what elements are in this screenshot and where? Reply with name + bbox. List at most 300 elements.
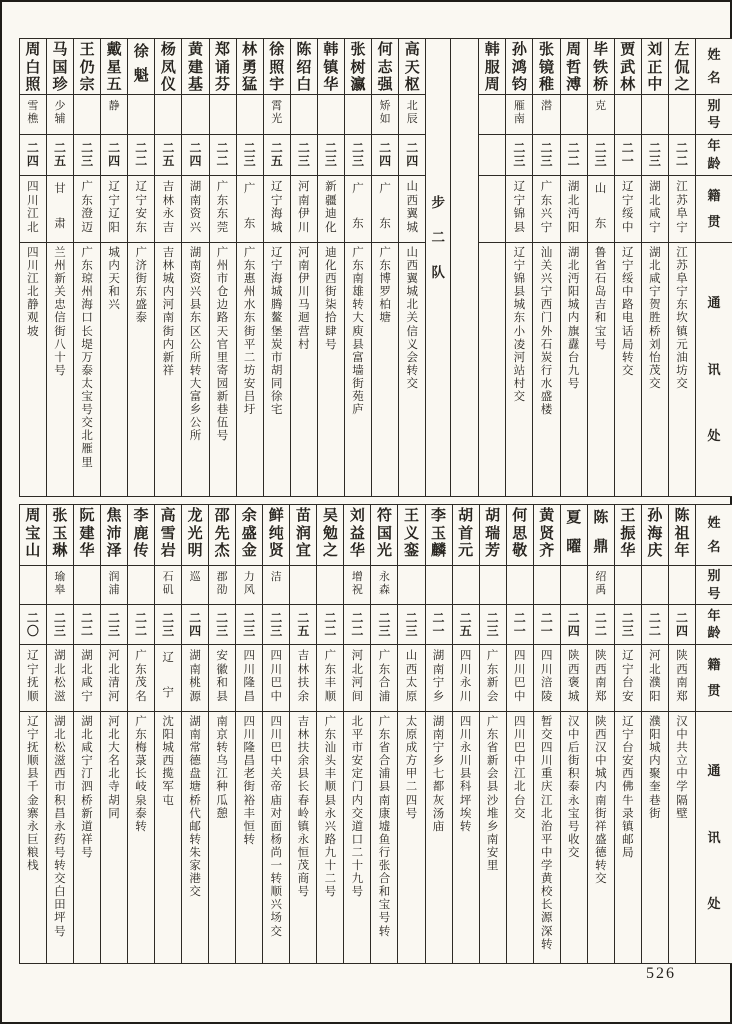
person-address: 北 平 市 安 定 门 内 交 道 口 二 十 九 号 (351, 716, 364, 899)
person-native: 湖 北 沔 阳 (567, 181, 580, 234)
hao-cell (155, 95, 181, 135)
address-cell (264, 243, 290, 496)
person-column (371, 39, 398, 496)
name-cell (479, 39, 505, 95)
name-cell (237, 39, 263, 95)
header-age-label: 年 龄 (707, 138, 721, 171)
person-name: 林 勇 猛 (242, 42, 258, 93)
person-age: 二 二 (675, 141, 688, 168)
person-native: 辽 宁 海 城 (270, 181, 283, 234)
native-cell (534, 645, 560, 712)
person-native: 辽 宁 抚 顺 (27, 650, 39, 703)
person-hao: 增 祝 (351, 571, 363, 596)
hao-cell (371, 566, 397, 605)
header-addr-cell (696, 243, 732, 496)
person-native: 湖 北 咸 宁 (81, 650, 93, 703)
person-address: 辽 宁 海 城 腾 鳌 堡 炭 市 胡 同 徐 宅 (270, 247, 283, 417)
header-hao-cell (696, 95, 732, 135)
person-name: 韩 服 周 (484, 42, 500, 93)
address-cell (669, 712, 695, 963)
address-cell (588, 243, 614, 496)
native-cell (182, 645, 208, 712)
person-column (398, 39, 425, 496)
age-cell (588, 605, 614, 645)
person-native: 河 北 河 间 (351, 650, 364, 703)
person-column (100, 39, 127, 496)
native-cell (155, 645, 181, 712)
hao-cell (318, 95, 344, 135)
hao-cell (210, 95, 236, 135)
person-age: 二 三 (270, 610, 283, 638)
hao-cell (615, 95, 641, 135)
address-cell (344, 712, 370, 963)
hao-cell (182, 95, 208, 135)
address-cell (128, 712, 154, 963)
person-age: 二 一 (621, 141, 634, 168)
native-cell (290, 645, 316, 712)
hao-cell (236, 566, 262, 605)
address-cell (263, 712, 289, 963)
person-name: 李 鹿 传 (133, 508, 149, 559)
person-name: 陈 鼎 (593, 510, 609, 555)
person-age: 二 三 (81, 141, 94, 168)
person-name: 徐 照 宇 (269, 42, 285, 93)
age-cell (480, 605, 506, 645)
name-cell (20, 39, 46, 95)
person-column (181, 505, 208, 963)
address-cell (182, 712, 208, 963)
person-column (46, 39, 73, 496)
person-native: 辽 宁 (162, 652, 174, 699)
name-cell (74, 39, 100, 95)
person-native: 广 东 合 浦 (378, 650, 391, 703)
person-column (20, 39, 46, 496)
person-column (46, 505, 73, 963)
person-native: 湖 北 松 滋 (54, 650, 66, 703)
person-native: 广 东 (379, 183, 391, 230)
address-cell (506, 243, 532, 496)
age-cell (74, 605, 100, 645)
person-age: 二 四 (379, 141, 392, 168)
person-native: 陕 西 南 郑 (676, 650, 688, 703)
hao-cell (209, 566, 235, 605)
person-column (263, 39, 290, 496)
hao-cell (155, 566, 181, 605)
person-native: 辽 宁 辽 阳 (108, 181, 120, 234)
hao-cell (453, 566, 479, 605)
hao-cell (561, 95, 587, 135)
native-cell (479, 176, 505, 243)
name-cell (480, 505, 506, 566)
person-column (532, 39, 559, 496)
person-address: 湖 南 资 兴 县 东 区 公 所 转 大 富 乡 公 所 (189, 247, 202, 443)
hao-cell (182, 566, 208, 605)
hao-cell (74, 95, 100, 135)
address-cell (615, 712, 641, 963)
name-cell (669, 505, 695, 566)
person-age: 二 四 (108, 141, 121, 168)
native-cell (372, 176, 398, 243)
person-native: 四 川 巴 中 (270, 650, 283, 703)
person-age: 二 三 (324, 141, 337, 168)
person-hao: 巡 (189, 571, 201, 583)
person-hao: 少 辅 (54, 100, 66, 125)
address-cell (479, 243, 505, 496)
person-column (181, 39, 208, 496)
native-cell (642, 645, 668, 712)
native-cell (182, 176, 208, 243)
age-cell (155, 135, 181, 176)
person-name: 陈 祖 年 (674, 508, 690, 559)
native-cell (47, 645, 73, 712)
person-column (289, 505, 316, 963)
person-address: 湖 北 咸 宁 贺 胜 桥 刘 怡 茂 交 (649, 247, 661, 390)
header-name-label: 姓 名 (707, 47, 721, 85)
address-cell (101, 243, 127, 496)
name-cell (47, 505, 73, 566)
roster-table-bottom (19, 504, 732, 964)
person-column (370, 505, 397, 963)
native-cell (101, 645, 127, 712)
native-cell (237, 176, 263, 243)
age-cell (128, 605, 154, 645)
person-name: 张 镜 稚 (538, 42, 554, 93)
age-cell (345, 135, 371, 176)
person-native: 安 徽 和 县 (216, 650, 228, 703)
native-cell (398, 645, 424, 712)
person-name: 韩 镇 华 (323, 42, 339, 93)
native-cell (128, 176, 154, 243)
person-address: 湖 北 松 滋 西 市 积 昌 永 药 号 转 交 白 田 坪 号 (54, 716, 66, 938)
person-name: 何 志 强 (377, 42, 393, 93)
person-name: 王 振 华 (620, 508, 636, 559)
native-cell (210, 176, 236, 243)
address-cell (561, 712, 587, 963)
person-column (317, 39, 344, 496)
header-age-label: 年 龄 (707, 607, 721, 641)
person-age: 二 五 (459, 610, 472, 638)
page-number: 526 (646, 965, 676, 982)
person-age: 二 五 (297, 610, 310, 638)
name-cell (669, 39, 695, 95)
name-cell (615, 39, 641, 95)
header-hao-cell (696, 566, 732, 605)
person-column (236, 39, 263, 496)
person-address: 广 东 省 合 浦 县 南 康 墟 鱼 行 张 合 和 宝 号 转 (378, 716, 391, 938)
person-hao: 雪 樵 (27, 100, 39, 125)
person-name: 张 树 瀛 (350, 42, 366, 93)
person-age: 二 三 (378, 610, 391, 638)
address-cell (372, 243, 398, 496)
address-cell (669, 243, 695, 496)
person-hao: 潜 (540, 100, 552, 112)
age-cell (128, 135, 154, 176)
person-column (641, 505, 668, 963)
header-column (695, 505, 732, 963)
name-cell (506, 39, 532, 95)
squad-divider-label: 步 二 队 (431, 195, 445, 280)
squad-divider-cell (426, 39, 450, 496)
person-name: 焦 沛 泽 (106, 508, 122, 559)
address-cell (291, 243, 317, 496)
person-native: 四 川 永 川 (459, 650, 472, 703)
person-age: 二 二 (216, 141, 229, 168)
age-cell (642, 605, 668, 645)
native-cell (506, 176, 532, 243)
person-address: 陕 西 汉 中 城 内 南 街 祥 盛 德 转 交 (595, 716, 607, 886)
person-age: 二 四 (567, 610, 580, 638)
person-column (100, 505, 127, 963)
native-cell (561, 176, 587, 243)
person-name: 马 国 珍 (52, 42, 68, 93)
person-native: 河 南 伊 川 (298, 181, 310, 234)
header-age-cell (696, 605, 732, 645)
address-cell (20, 712, 46, 963)
person-name: 黄 建 基 (187, 42, 203, 93)
person-address: 暂 交 四 川 重 庆 江 北 治 平 中 学 黄 校 长 源 深 转 (540, 716, 553, 951)
hao-cell (372, 95, 398, 135)
age-cell (426, 605, 452, 645)
person-hao: 静 (108, 100, 120, 112)
person-address: 广 东 博 罗 柏 塘 (379, 247, 391, 325)
person-hao: 润 浦 (108, 571, 120, 596)
person-column (397, 505, 424, 963)
person-age: 二 三 (162, 610, 175, 638)
name-cell (182, 39, 208, 95)
person-column (343, 505, 370, 963)
person-address: 广 东 汕 头 丰 顺 县 永 兴 路 九 十 二 号 (324, 716, 337, 899)
name-cell (236, 505, 262, 566)
native-cell (588, 645, 614, 712)
person-column (316, 505, 343, 963)
header-addr-label: 通 讯 处 (707, 294, 721, 444)
age-cell (398, 605, 424, 645)
person-name: 胡 瑞 芳 (485, 508, 501, 559)
person-name: 苗 润 宜 (295, 508, 311, 559)
age-cell (209, 605, 235, 645)
header-native-label: 籍 贯 (707, 656, 721, 699)
person-native: 江 苏 阜 宁 (676, 181, 688, 234)
person-name: 毕 铁 桥 (593, 42, 609, 93)
hao-cell (317, 566, 343, 605)
age-cell (47, 605, 73, 645)
person-column (20, 505, 46, 963)
hao-cell (128, 566, 154, 605)
person-native: 山 西 太 原 (405, 650, 418, 703)
person-name: 吴 勉 之 (322, 508, 338, 559)
person-name: 左 侃 之 (674, 42, 690, 93)
person-hao: 绍 禹 (595, 571, 607, 596)
person-native: 陕 西 褒 城 (568, 650, 580, 703)
name-cell (74, 505, 100, 566)
name-cell (155, 39, 181, 95)
person-name: 鲜 纯 贤 (268, 508, 284, 559)
person-address: 辽 宁 绥 中 路 电 话 局 转 交 (622, 247, 634, 377)
hao-cell (345, 95, 371, 135)
person-age: 二 三 (243, 610, 256, 638)
hao-cell (74, 566, 100, 605)
person-age: 二 五 (162, 141, 175, 168)
address-cell (317, 712, 343, 963)
address-cell (290, 712, 316, 963)
hao-cell (47, 95, 73, 135)
person-address: 湖 北 咸 宁 汀 泗 桥 新 道 祥 号 (81, 716, 93, 859)
person-name: 王 仍 宗 (79, 42, 95, 93)
person-age: 二 三 (621, 610, 634, 638)
hao-cell (290, 566, 316, 605)
person-address: 湖 南 常 德 盘 塘 桥 代 邮 转 朱 家 港 交 (189, 716, 201, 899)
address-cell (182, 243, 208, 496)
person-name: 符 国 光 (376, 508, 392, 559)
person-native: 四 川 巴 中 (513, 650, 526, 703)
person-column (235, 505, 262, 963)
native-cell (453, 645, 479, 712)
roster-table-top (19, 38, 732, 497)
name-cell (642, 505, 668, 566)
person-native: 四 川 江 北 (27, 181, 39, 234)
header-column (695, 39, 732, 496)
person-age: 二 二 (324, 610, 337, 638)
person-address: 湖 南 宁 乡 七 都 灰 汤 庙 (432, 716, 445, 833)
native-cell (399, 176, 425, 243)
person-age: 二 三 (243, 141, 256, 168)
age-cell (20, 135, 46, 176)
person-column (478, 39, 505, 496)
person-column (127, 39, 154, 496)
age-cell (318, 135, 344, 176)
person-hao: 洁 (270, 571, 282, 583)
person-native: 湖 北 咸 宁 (649, 181, 661, 234)
person-name: 龙 光 明 (187, 508, 203, 559)
person-address: 广 东 琼 州 海 口 长 堤 万 泰 太 宝 号 交 北 雁 里 (81, 247, 93, 469)
person-age: 二 二 (135, 610, 148, 638)
person-address: 四 川 巴 中 江 北 台 交 (513, 716, 526, 820)
person-native: 湖 南 桃 源 (189, 650, 201, 703)
person-address: 广 东 梅 菉 长 岐 泉 泰 转 (135, 716, 147, 833)
person-age: 二 五 (53, 141, 66, 168)
person-column (154, 505, 181, 963)
person-column (668, 39, 695, 496)
person-address: 濮 阳 城 内 聚 奎 巷 街 (649, 716, 661, 820)
person-column (614, 505, 641, 963)
person-native: 广 东 兴 宁 (540, 181, 553, 234)
age-cell (561, 135, 587, 176)
native-cell (236, 645, 262, 712)
person-column (154, 39, 181, 496)
age-cell (74, 135, 100, 176)
header-age-cell (696, 135, 732, 176)
address-cell (642, 712, 668, 963)
hao-cell (20, 566, 46, 605)
native-cell (317, 645, 343, 712)
address-cell (480, 712, 506, 963)
hao-cell (426, 566, 452, 605)
hao-cell (615, 566, 641, 605)
person-address: 迪 化 西 街 柒 拾 肆 号 (325, 247, 337, 351)
name-cell (561, 39, 587, 95)
address-cell (101, 712, 127, 963)
hao-cell (480, 566, 506, 605)
age-cell (534, 605, 560, 645)
person-column (614, 39, 641, 496)
native-cell (74, 176, 100, 243)
person-age: 二 三 (648, 141, 661, 168)
person-column (73, 39, 100, 496)
header-name-cell (696, 505, 732, 566)
person-column (127, 505, 154, 963)
name-cell (210, 39, 236, 95)
person-native: 辽 宁 安 东 (135, 181, 148, 234)
address-cell (47, 712, 73, 963)
age-cell (290, 605, 316, 645)
person-age: 二 四 (26, 141, 39, 168)
header-hao-label: 别 号 (707, 568, 721, 601)
person-native: 山 东 (594, 183, 607, 230)
person-age: 二 一 (513, 610, 526, 638)
header-hao-label: 别 号 (707, 97, 721, 131)
age-cell (399, 135, 425, 176)
person-address: 广 州 市 仓 边 路 天 官 里 寄 园 新 巷 伍 号 (216, 247, 229, 443)
name-cell (588, 505, 614, 566)
native-cell (480, 645, 506, 712)
person-name: 王 义 銮 (404, 508, 420, 559)
address-cell (155, 243, 181, 496)
person-column (641, 39, 668, 496)
header-addr-cell (696, 712, 732, 963)
person-native: 广 东 新 会 (486, 650, 499, 703)
person-age: 二 三 (513, 141, 526, 168)
address-cell (155, 712, 181, 963)
person-name: 阮 建 华 (79, 508, 95, 559)
person-native: 广 东 (352, 183, 364, 230)
name-cell (642, 39, 668, 95)
address-cell (47, 243, 73, 496)
name-cell (317, 505, 343, 566)
age-cell (155, 605, 181, 645)
age-cell (588, 135, 614, 176)
person-age: 二 四 (189, 610, 202, 638)
empty-column (450, 39, 478, 496)
hao-cell (669, 95, 695, 135)
person-column (73, 505, 100, 963)
name-cell (372, 39, 398, 95)
age-cell (669, 135, 695, 176)
age-cell (101, 135, 127, 176)
native-cell (533, 176, 559, 243)
hao-cell (506, 95, 532, 135)
name-cell (47, 39, 73, 95)
name-cell (264, 39, 290, 95)
person-column (560, 505, 587, 963)
person-column (344, 39, 371, 496)
person-age: 二 三 (352, 141, 365, 168)
person-age: 二 四 (189, 141, 202, 168)
person-native: 甘 肃 (54, 183, 66, 230)
header-name-label: 姓 名 (707, 514, 721, 555)
person-address: 辽 宁 抚 顺 县 千 金 寨 永 巨 粮 栈 (27, 716, 39, 873)
header-name-cell (696, 39, 732, 95)
age-cell (182, 135, 208, 176)
person-name: 周 哲 溥 (566, 42, 582, 93)
person-name: 李 玉 麟 (431, 508, 447, 559)
native-cell (318, 176, 344, 243)
person-native: 湖 南 资 兴 (189, 181, 202, 234)
hao-cell (588, 95, 614, 135)
address-cell (453, 712, 479, 963)
age-cell (507, 605, 533, 645)
hao-cell (237, 95, 263, 135)
name-cell (209, 505, 235, 566)
